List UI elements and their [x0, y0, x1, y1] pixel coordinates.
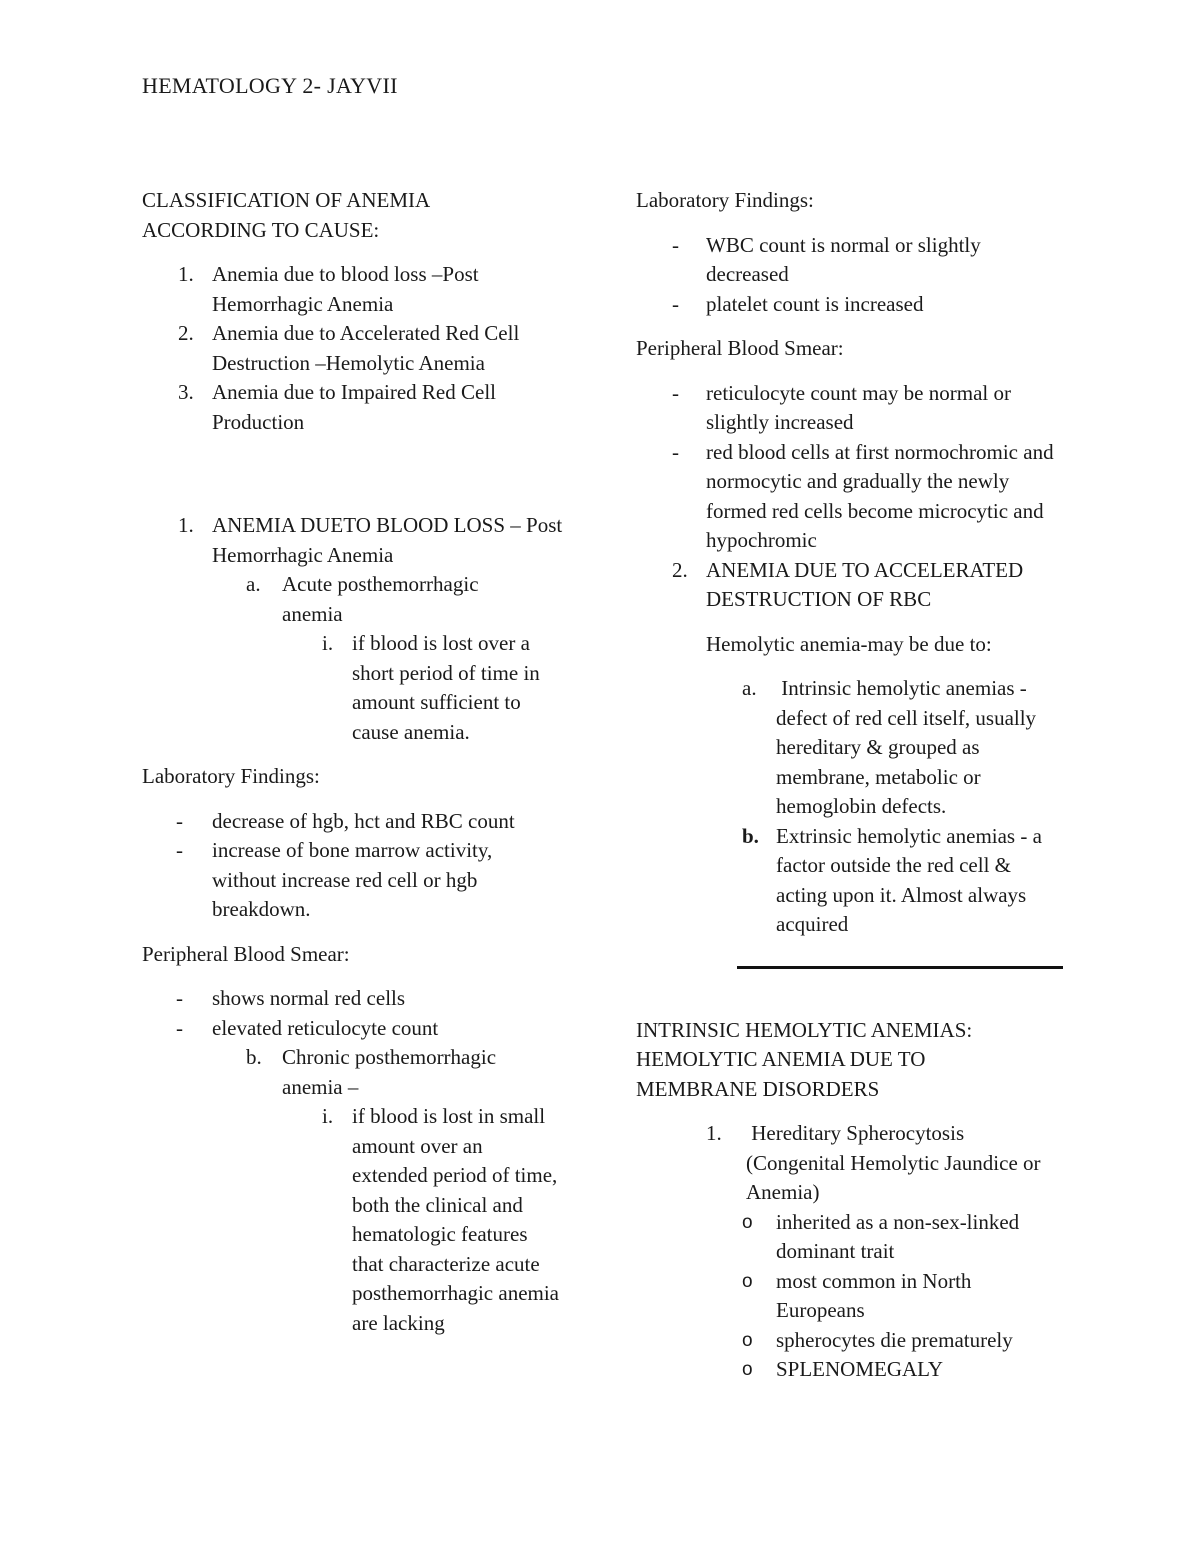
sub-item-a-text: Acute posthemorrhagic anemia: [282, 572, 479, 626]
lab-finding-item: [636, 290, 1066, 320]
cause-item: [142, 378, 572, 437]
spherocytosis-text: Hereditary Spherocytosis (Congenital Hemolytic Jaundice or Anemia): [746, 1121, 1045, 1204]
classification-heading-line2: ACCORDING TO CAUSE:: [142, 217, 380, 242]
smear-heading: Peripheral Blood Smear:: [142, 941, 350, 966]
lab-findings-heading: Laboratory Findings:: [636, 188, 814, 212]
sub-item-b: [142, 1043, 572, 1102]
cause-item: [142, 260, 572, 319]
section-divider: [737, 966, 1063, 969]
lab-findings-heading: Laboratory Findings:: [142, 764, 320, 788]
dash-bullet: -: [672, 232, 679, 257]
hemolytic-intro: Hemolytic anemia-may be due to:: [706, 631, 992, 656]
cause-text: Anemia due to Accelerated Red Cell Destruction –Hemolytic Anemia: [212, 321, 520, 375]
intrinsic-heading-line2: HEMOLYTIC ANEMIA DUE TO: [636, 1047, 926, 1071]
sub-item-b-i: [142, 1102, 572, 1338]
hemolytic-cause-item: [636, 674, 1066, 822]
smear-item: [142, 984, 572, 1014]
spherocytosis-bullet: [636, 1208, 1066, 1267]
smear-text: reticulocyte count may be normal or slightly increased: [706, 380, 1011, 434]
lab-finding-item: [636, 231, 1066, 290]
lab-finding-text: platelet count is increased: [706, 291, 924, 316]
smear-item: [636, 379, 1066, 438]
sub-item-b-i-text: if blood is lost in small amount over an extended period of time, both the clinical and hematologic features that characterize acute posthemorrhagic anemia are lacking: [352, 1104, 560, 1335]
list-roman: i.: [322, 631, 334, 655]
section-1-title: [142, 511, 572, 570]
list-number: 1.: [178, 513, 194, 537]
dash-bullet: -: [672, 439, 679, 464]
list-number: 2.: [672, 557, 688, 582]
dash-bullet: -: [176, 808, 183, 833]
circle-bullet-icon: o: [742, 1270, 753, 1292]
sub-item-a-i-text: if blood is lost over a short period of time in amount sufficient to cause anemia.: [352, 631, 540, 744]
list-letter: b.: [246, 1045, 262, 1069]
cause-item: [142, 319, 572, 378]
smear-text: elevated reticulocyte count: [212, 1015, 439, 1040]
list-letter: b.: [742, 823, 759, 848]
smear-text: shows normal red cells: [212, 986, 406, 1010]
list-roman: i.: [322, 1104, 334, 1128]
list-number: 1.: [178, 262, 194, 286]
lab-finding-text: increase of bone marrow activity, without increase red cell or hgb breakdown.: [212, 838, 493, 921]
dash-bullet: -: [176, 1015, 183, 1040]
list-number: 2.: [178, 321, 194, 345]
list-letter: a.: [246, 572, 261, 596]
right-column: [636, 186, 1066, 1385]
circle-bullet-icon: o: [742, 1359, 753, 1380]
lab-finding-item: [142, 836, 572, 925]
smear-item: [142, 1014, 572, 1044]
circle-bullet-icon: o: [742, 1329, 753, 1351]
dash-bullet: -: [672, 380, 679, 405]
smear-text: red blood cells at first normochromic and normocytic and gradually the newly formed red cells become microcytic and hypochromic: [706, 439, 1054, 552]
dash-bullet: -: [672, 291, 679, 316]
hemolytic-cause-item: [636, 822, 1066, 940]
cause-text: Anemia due to Impaired Red Cell Production: [212, 380, 497, 434]
section-1-title-text: ANEMIA DUETO BLOOD LOSS – Post Hemorrhagic Anemia: [212, 513, 563, 567]
bullet-text: inherited as a non-sex-linked dominant trait: [776, 1209, 1020, 1263]
classification-heading-line1: CLASSIFICATION OF ANEMIA: [142, 188, 431, 212]
smear-item: [636, 438, 1066, 556]
section-2-title: [636, 556, 1066, 615]
spherocytosis-item: [636, 1119, 1066, 1208]
smear-heading: Peripheral Blood Smear:: [636, 336, 844, 360]
circle-bullet-icon: o: [742, 1211, 753, 1233]
list-letter: a.: [742, 676, 757, 700]
bullet-text: SPLENOMEGALY: [776, 1357, 944, 1381]
dash-bullet: -: [176, 838, 183, 862]
document-header: HEMATOLOGY 2- JAYVII: [142, 73, 398, 98]
spherocytosis-bullet: [636, 1267, 1066, 1326]
dash-bullet: -: [176, 986, 183, 1010]
lab-finding-text: WBC count is normal or slightly decreased: [706, 232, 981, 286]
hemolytic-cause-text: Extrinsic hemolytic anemias - a factor outside the red cell & acting upon it. Almost always acquired: [776, 823, 1042, 936]
bullet-text: most common in North Europeans: [776, 1268, 972, 1322]
list-number: 3.: [178, 380, 194, 404]
sub-item-b-text: Chronic posthemorrhagic anemia –: [282, 1045, 497, 1099]
list-number: 1.: [706, 1121, 722, 1145]
spherocytosis-bullet: [636, 1326, 1066, 1356]
lab-finding-item: [142, 807, 572, 837]
section-2-title-text: ANEMIA DUE TO ACCELERATED DESTRUCTION OF RBC: [706, 557, 1024, 611]
sub-item-a-i: [142, 629, 572, 747]
sub-item-a: [142, 570, 572, 629]
spherocytosis-bullet: [636, 1355, 1066, 1385]
intrinsic-heading-line3: MEMBRANE DISORDERS: [636, 1076, 880, 1101]
bullet-text: spherocytes die prematurely: [776, 1327, 1013, 1352]
lab-finding-text: decrease of hgb, hct and RBC count: [212, 808, 515, 833]
hemolytic-cause-text: Intrinsic hemolytic anemias - defect of red cell itself, usually hereditary & grouped as membrane, metabolic or hemoglobin defects.: [776, 676, 1042, 818]
cause-text: Anemia due to blood loss –Post Hemorrhagic Anemia: [212, 262, 479, 316]
intrinsic-heading-line1: INTRINSIC HEMOLYTIC ANEMIAS:: [636, 1017, 973, 1042]
left-column: [142, 186, 572, 1338]
